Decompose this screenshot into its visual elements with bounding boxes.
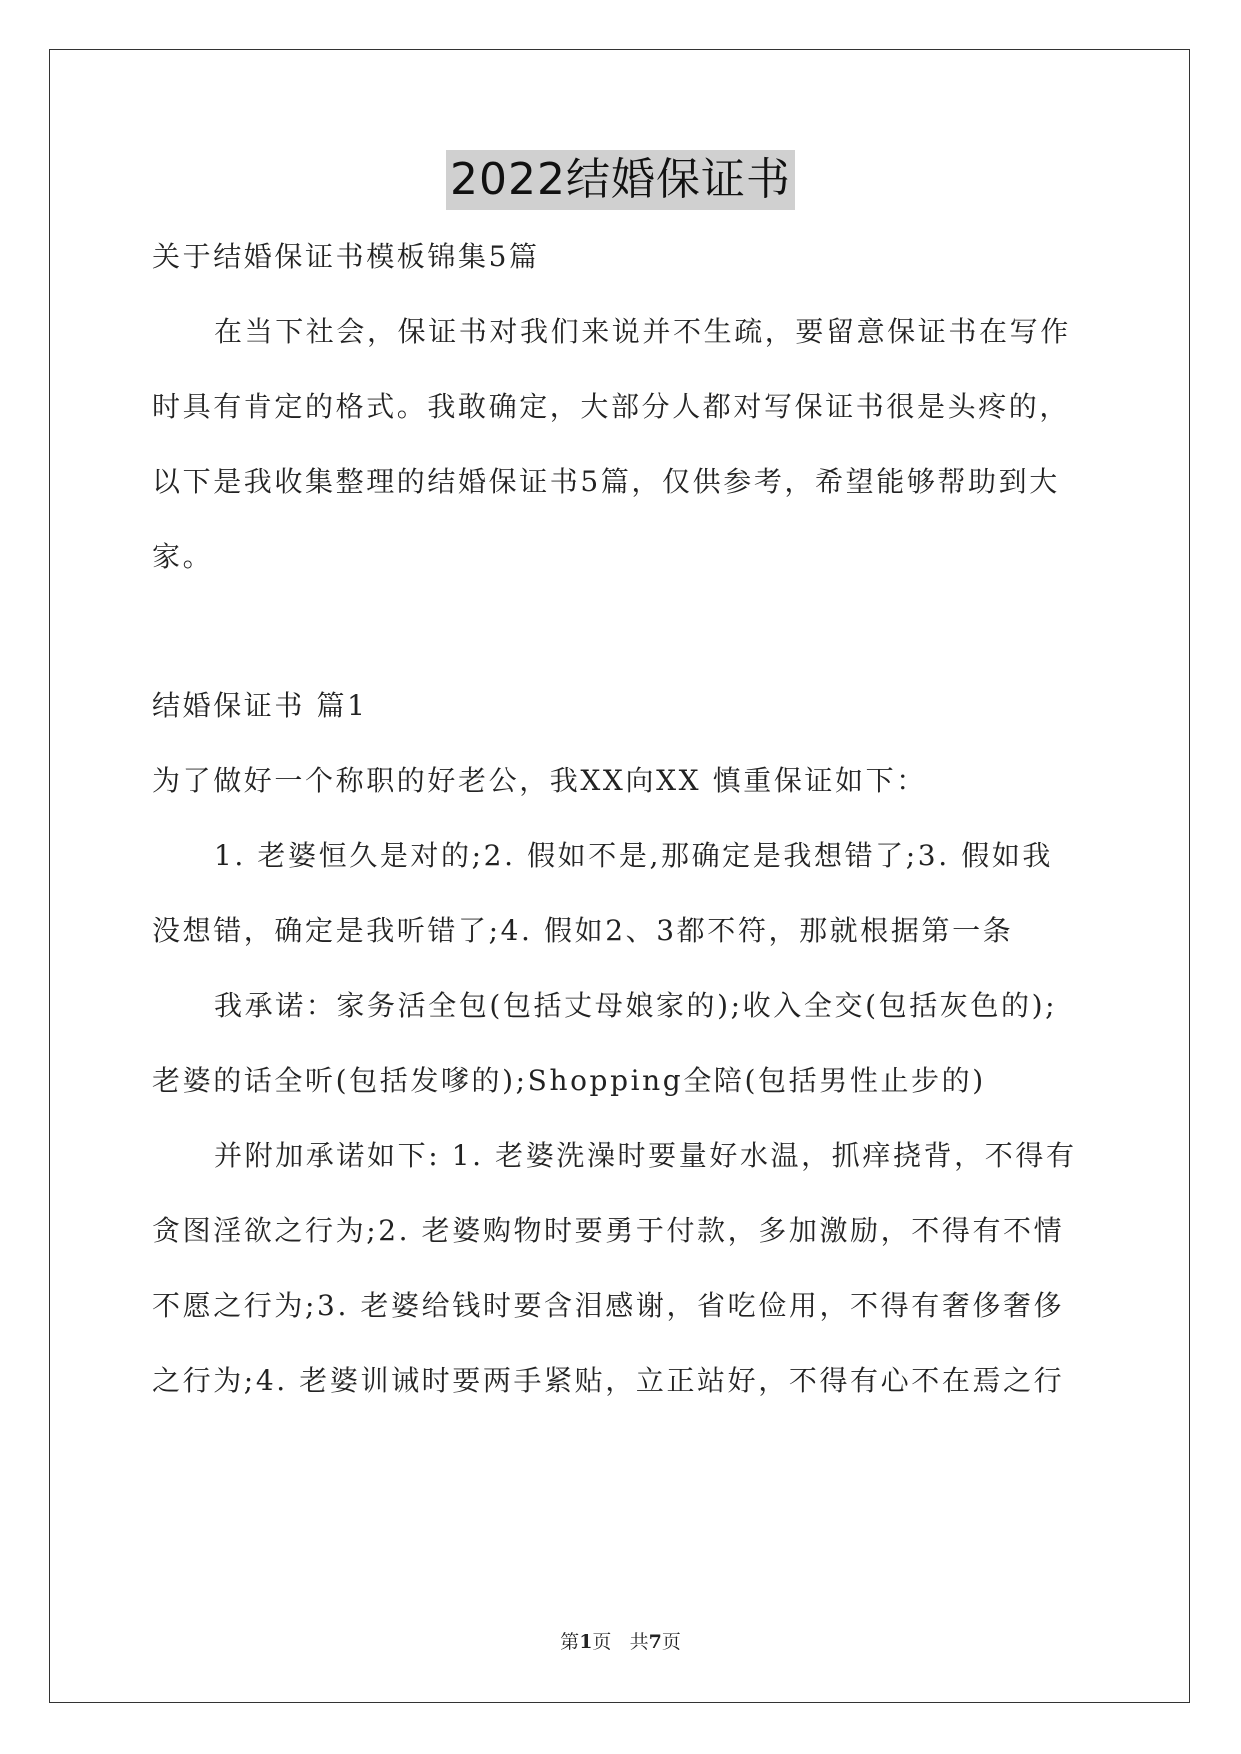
page-footer <box>0 1628 1241 1656</box>
subtitle-line: 关于结婚保证书模板锦集5篇 <box>152 240 540 273</box>
footer-prefix: 第 <box>560 1631 580 1653</box>
paragraph-line: 我承诺：家务活全包(包括丈母娘家的);收入全交(包括灰色的); <box>214 989 1058 1022</box>
footer-total-prefix: 共 <box>629 1631 649 1653</box>
paragraph-line: 没想错，确定是我听错了;4. 假如2、3都不符，那就根据第一条 <box>152 914 1014 947</box>
total-page-count: 7 <box>648 1631 662 1653</box>
footer-page-suffix: 页 <box>592 1631 612 1653</box>
paragraph-line: 不愿之行为;3. 老婆给钱时要含泪感谢，省吃俭用，不得有奢侈奢侈 <box>152 1289 1065 1322</box>
footer-total-suffix: 页 <box>661 1631 681 1653</box>
paragraph-line: 时具有肯定的格式。我敢确定，大部分人都对写保证书很是头疼的， <box>152 390 1071 423</box>
paragraph-line: 为了做好一个称职的好老公，我XX向XX 慎重保证如下： <box>152 764 927 797</box>
document-title: 2022结婚保证书 <box>446 150 795 210</box>
paragraph-line: 贪图淫欲之行为;2. 老婆购物时要勇于付款，多加激励，不得有不情 <box>152 1214 1065 1247</box>
page-border <box>49 49 1190 1703</box>
paragraph-line: 以下是我收集整理的结婚保证书5篇，仅供参考，希望能够帮助到大 <box>152 465 1060 498</box>
paragraph-line: 并附加承诺如下: 1. 老婆洗澡时要量好水温，抓痒挠背，不得有 <box>214 1139 1077 1172</box>
title-container <box>0 150 1241 210</box>
paragraph-line: 家。 <box>152 540 214 573</box>
current-page-number: 1 <box>579 1631 593 1653</box>
paragraph-line: 之行为;4. 老婆训诫时要两手紧贴，立正站好，不得有心不在焉之行 <box>152 1364 1065 1397</box>
paragraph-line: 1. 老婆恒久是对的;2. 假如不是,那确定是我想错了;3. 假如我 <box>214 839 1054 872</box>
paragraph-line: 老婆的话全听(包括发嗲的);Shopping全陪(包括男性止步的) <box>152 1064 986 1097</box>
paragraph-line: 在当下社会，保证书对我们来说并不生疏，要留意保证书在写作 <box>214 315 1071 348</box>
section-heading: 结婚保证书 篇1 <box>152 689 368 722</box>
